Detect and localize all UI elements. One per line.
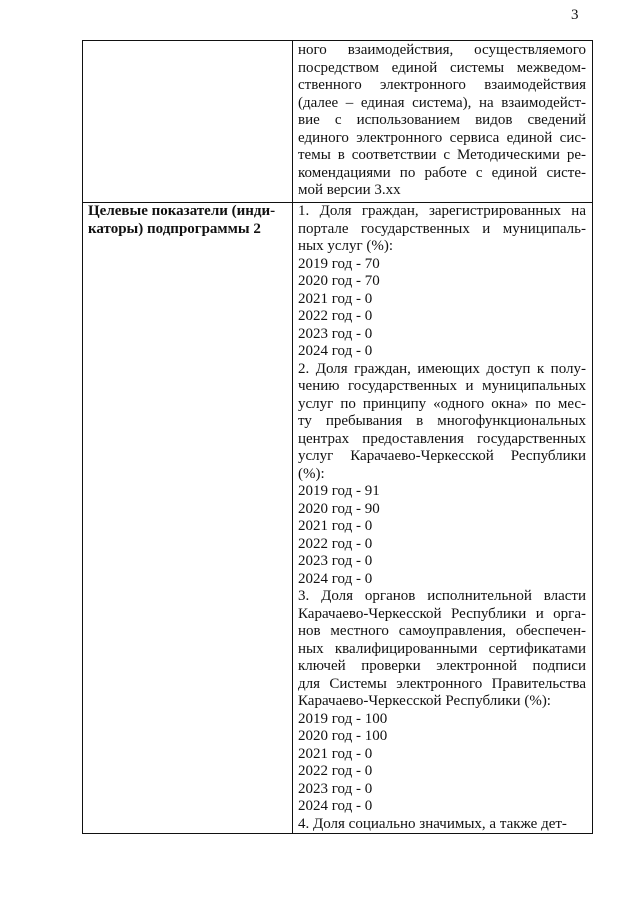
text-line: 2024 год - 0 xyxy=(298,343,373,359)
table-cell-content xyxy=(293,203,593,834)
text-line: ту пребывания в многофункциональных xyxy=(298,413,586,429)
table-cell-label-empty xyxy=(83,41,293,203)
text-line: Карачаево-Черкесской Республики (%): xyxy=(298,693,551,709)
text-line: 2022 год - 0 xyxy=(298,308,373,324)
text-line: 2020 год - 70 xyxy=(298,273,380,289)
text-line: ключей проверки электронной подписи xyxy=(298,658,586,674)
text-line: 2023 год - 0 xyxy=(298,325,373,342)
page-number: 3 xyxy=(571,7,579,23)
text-line: 2022 год - 0 xyxy=(298,763,373,779)
table-cell-content xyxy=(293,41,593,203)
text-line: услуг по принципу «одного окна» по мес- xyxy=(298,395,586,412)
text-line: услуг Карачаево-Черкесской Республики xyxy=(298,448,586,464)
text-line: центрах предоставления государственных xyxy=(298,430,586,447)
text-line: 2021 год - 0 xyxy=(298,290,373,307)
text-line: посредством единой системы межведом- xyxy=(298,59,586,76)
text-line: 2024 год - 0 xyxy=(298,798,373,814)
text-line: единого электронного сервиса единой сис- xyxy=(298,129,586,146)
text-line: чению государственных и муниципальных xyxy=(298,378,586,394)
row-label xyxy=(83,203,292,238)
text-line: 4. Доля социально значимых, а также дет- xyxy=(298,815,567,832)
label-line: Целевые показатели (инди- xyxy=(88,203,276,219)
text-line: 2021 год - 0 xyxy=(298,745,373,762)
text-line: мой версии 3.хх xyxy=(298,182,401,198)
text-line: ных услуг (%): xyxy=(298,238,394,254)
text-line: 2019 год - 91 xyxy=(298,483,380,499)
cell-text xyxy=(293,41,592,200)
text-line: темы в соответствии с Методическими ре- xyxy=(298,147,586,163)
table-row xyxy=(83,203,593,834)
text-line: портале государственных и муниципаль- xyxy=(298,220,586,237)
text-line: 1. Доля граждан, зарегистрированных на xyxy=(298,203,586,219)
text-line: 2022 год - 0 xyxy=(298,535,373,552)
table-cell-label xyxy=(83,203,293,834)
text-line: Карачаево-Черкесской Республики и орга- xyxy=(298,605,586,622)
text-line: 2024 год - 0 xyxy=(298,570,373,587)
text-line: нов местного самоуправления, обеспечен- xyxy=(298,623,586,639)
text-line: ного взаимодействия, осуществляемого xyxy=(298,42,586,58)
text-line: 2019 год - 100 xyxy=(298,710,388,727)
cell-text xyxy=(293,203,592,833)
text-line: (%): xyxy=(298,465,325,482)
text-line: 2. Доля граждан, имеющих доступ к полу- xyxy=(298,360,586,377)
text-line: (далее – единая система), на взаимодейст- xyxy=(298,94,586,111)
text-line: ных квалифицированными сертификатами xyxy=(298,640,586,657)
text-line: 2023 год - 0 xyxy=(298,780,373,797)
text-line: 3. Доля органов исполнительной власти xyxy=(298,588,586,604)
program-table xyxy=(82,40,593,834)
table-row xyxy=(83,41,593,203)
text-line: 2023 год - 0 xyxy=(298,553,373,569)
text-line: комендациями по работе с единой систе- xyxy=(298,164,586,181)
text-line: ственного электронного взаимодействия xyxy=(298,77,586,93)
text-line: 2019 год - 70 xyxy=(298,255,380,272)
label-line: каторы) подпрограммы 2 xyxy=(88,220,261,237)
text-line: 2020 год - 90 xyxy=(298,500,380,517)
text-line: 2021 год - 0 xyxy=(298,518,373,534)
text-line: для Системы электронного Правительства xyxy=(298,675,586,692)
text-line: 2020 год - 100 xyxy=(298,728,388,744)
text-line: вие с использованием видов сведений xyxy=(298,112,586,128)
